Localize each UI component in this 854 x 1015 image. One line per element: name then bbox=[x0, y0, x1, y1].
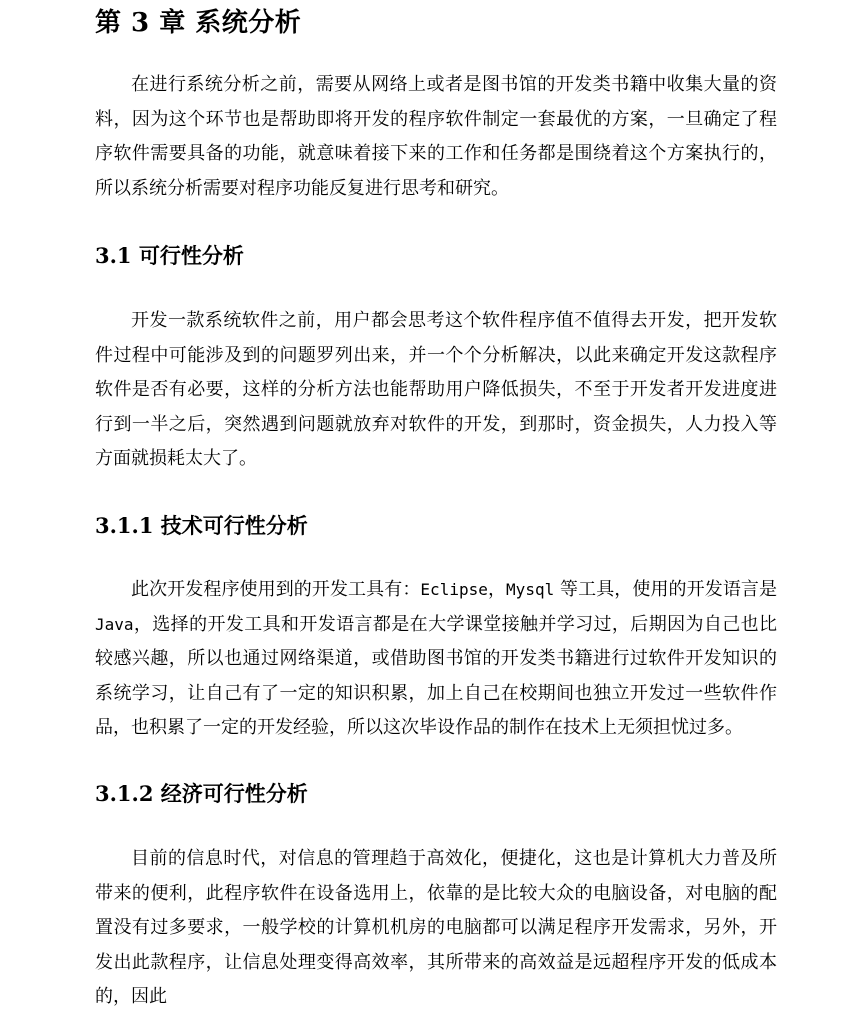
chapter-intro-paragraph: 在进行系统分析之前，需要从网络上或者是图书馆的开发类书籍中收集大量的资料，因为这个环节也是帮助即将开发的程序软件制定一套最优的方案，一旦确定了程序软件需要具备的功能，就意味着接下来的工作和任务都是围绕着这个方案执行的，所以系统分析需要对程序功能反复进行思考和研究。 bbox=[95, 74, 777, 199]
section-3-1-title: 3.1 可行性分析 bbox=[95, 243, 244, 268]
section-3-1-2-paragraph: 目前的信息时代，对信息的管理趋于高效化，便捷化，这也是计算机大力普及所带来的便利，此程序软件在设备选用上，依靠的是比较大众的电脑设备，对电脑的配置没有过多要求，一般学校的计算机机房的电脑都可以满足程序开发需求，另外，开发出此款程序，让信息处理变得高效率，其所带来的高效益是远超程序开发的低成本的，因此 bbox=[95, 848, 777, 1007]
tool-mysql: Mysql bbox=[506, 580, 555, 599]
tool-eclipse: Eclipse bbox=[420, 580, 488, 599]
paragraph-text: ，选择的开发工具和开发语言都是在大学课堂接触并学习过，后期因为自己也比较感兴趣，所以也通过网络渠道，或借助图书馆的开发类书籍进行过软件开发知识的系统学习，让自己有了一定的知识积累，加上自己在校期间也独立开发过一些软件作品，也积累了一定的开发经验，所以这次毕设作品的制作在技术上无须担忧过多。 bbox=[95, 613, 777, 738]
section-3-1-paragraph: 开发一款系统软件之前，用户都会思考这个软件程序值不值得去开发，把开发软件过程中可能涉及到的问题罗列出来，并一个个分析解决，以此来确定开发这款程序软件是否有必要，这样的分析方法也能帮助用户降低损失，不至于开发者开发进度进行到一半之后，突然遇到问题就放弃对软件的开发，到那时，资金损失，人力投入等方面就损耗太大了。 bbox=[95, 310, 777, 469]
paragraph-text: 等工具，使用的开发语言是 bbox=[554, 579, 778, 600]
section-3-1-1-title: 3.1.1 技术可行性分析 bbox=[95, 513, 308, 538]
section-3-1-1-paragraph bbox=[95, 573, 777, 746]
chapter-title: 第 3 章 系统分析 bbox=[95, 8, 302, 38]
paragraph-text: 此次开发程序使用到的开发工具有： bbox=[131, 579, 421, 600]
paragraph-text: ， bbox=[487, 579, 507, 600]
section-3-1-2-title: 3.1.2 经济可行性分析 bbox=[95, 781, 308, 806]
language-java: Java bbox=[95, 614, 134, 634]
